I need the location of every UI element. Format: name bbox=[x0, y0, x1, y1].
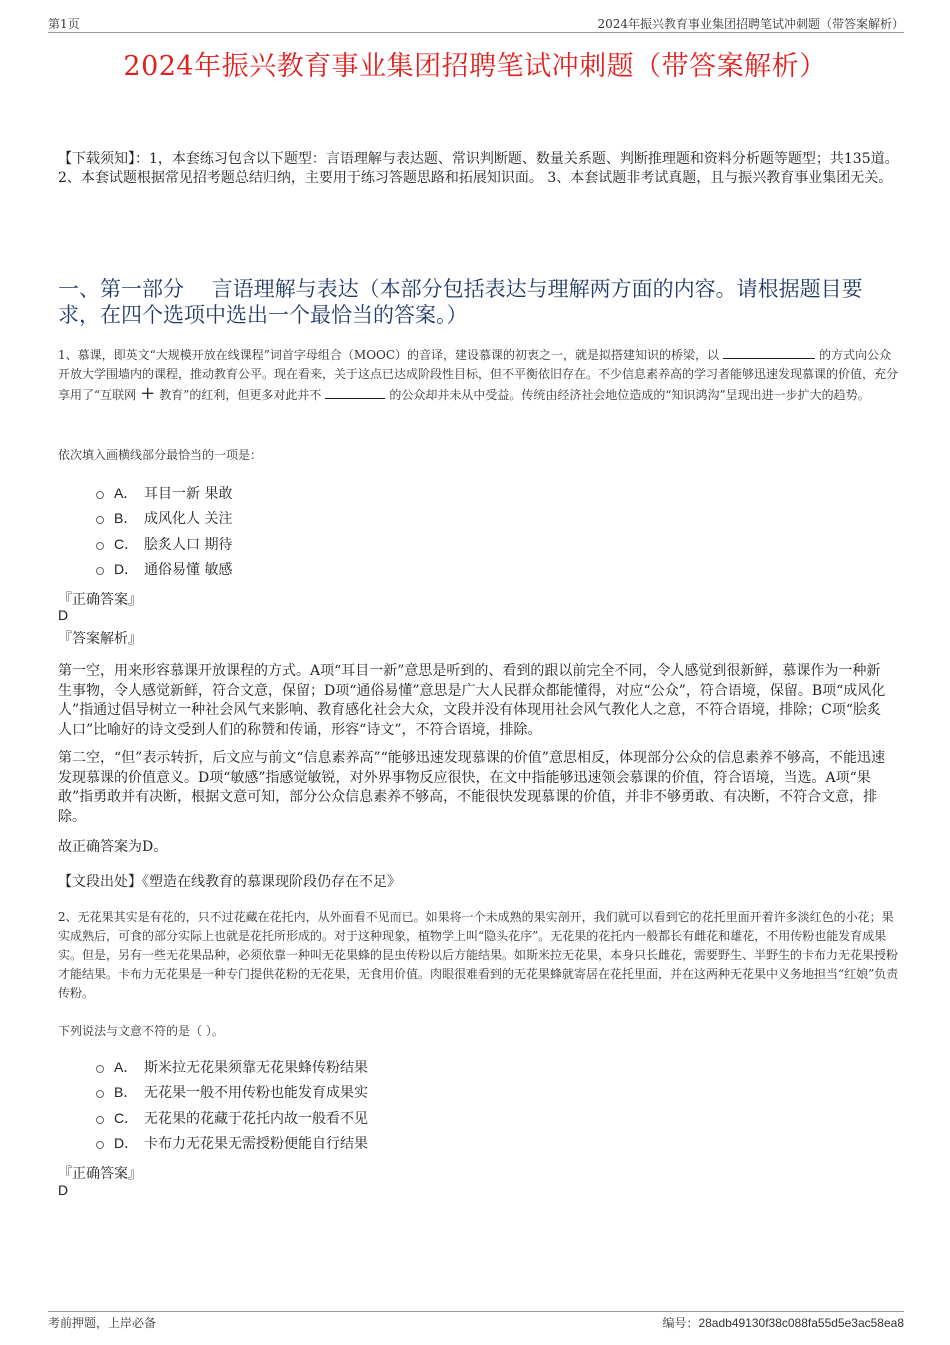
analysis-paragraph-1: 第一空，用来形容慕课开放课程的方式。A项“耳目一新”意思是听到的、看到的跟以前完全不同，令人感觉到很新鲜，慕课作为一种新生事物，令人感觉新鲜，符合文意，保留；D项“通俗易懂”意思是广大人民群众都能懂得，对应“公众”，符合语境，保留。B项“成风化人”指通过倡导树立一种社会风气来影响、教育感化社会大众，文段并没有体现用社会风气教化人之意，不符合语境，排除；C项“脍炙人口”比喻好的诗文受到人们的称赞和传诵，形容“诗文”，不符合语境，排除。 bbox=[58, 663, 886, 738]
option-c[interactable] bbox=[96, 531, 232, 557]
radio-button-icon[interactable] bbox=[96, 1090, 104, 1098]
option-c[interactable] bbox=[96, 1105, 368, 1131]
correct-answer-value: D bbox=[58, 1182, 69, 1198]
option-text: 卡布力无花果无需授粉便能自行结果 bbox=[144, 1136, 368, 1153]
radio-button-icon[interactable] bbox=[96, 516, 104, 524]
footer-slogan: 考前押题，上岸必备 bbox=[48, 1316, 157, 1330]
correct-answer-value: D bbox=[58, 607, 69, 623]
question-2-options bbox=[96, 1054, 368, 1156]
q1-text-b: 的方式向公众开放大学围墙内的课程，推动教育公平。现在看来，关于这点已达成阶段性目标，但不平衡依旧存在。不少信息素养高的学习者能够迅速发现慕课的价值，充分享用了“互联网 bbox=[58, 348, 899, 402]
radio-button-icon[interactable] bbox=[96, 1065, 104, 1073]
radio-button-icon[interactable] bbox=[96, 567, 104, 575]
option-letter: A． bbox=[114, 1058, 138, 1075]
radio-button-icon[interactable] bbox=[96, 1141, 104, 1149]
code-label: 编号： bbox=[662, 1316, 699, 1330]
code-value: 28adb49130f38c088fa55d5e3ac58ea8 bbox=[698, 1316, 904, 1330]
fill-blank-2 bbox=[325, 388, 385, 399]
question-1-prompt: 依次填入画横线部分最恰当的一项是： bbox=[58, 448, 263, 462]
radio-button-icon[interactable] bbox=[96, 491, 104, 499]
option-text: 耳目一新 果敢 bbox=[144, 485, 233, 502]
fill-blank-1 bbox=[723, 348, 815, 359]
option-letter: B． bbox=[114, 510, 138, 527]
option-a[interactable] bbox=[96, 1054, 368, 1080]
download-notice: 【下载须知】：1，本套练习包含以下题型：言语理解与表达题、常识判断题、数量关系题、判断推理题和资料分析题等题型；共135道。 2、本套试题根据常见招考题总结归纳，主要用于练习答题思路和拓展知识面。 3、本套试题非考试真题，且与振兴教育事业集团无关。 bbox=[58, 151, 899, 186]
header-doc-title: 2024年振兴教育事业集团招聘笔试冲刺题（带答案解析） bbox=[597, 17, 904, 31]
correct-answer-label: 『正确答案』 bbox=[58, 592, 142, 608]
page-footer bbox=[48, 1311, 904, 1332]
option-b[interactable] bbox=[96, 506, 232, 532]
question-1-options bbox=[96, 480, 232, 582]
page-header bbox=[48, 14, 904, 33]
option-d[interactable] bbox=[96, 1131, 368, 1157]
option-text: 通俗易懂 敏感 bbox=[144, 562, 233, 579]
q1-text-d: 的公众却并未从中受益。传统由经济社会地位造成的“知识鸿沟”呈现出进一步扩大的趋势。 bbox=[389, 388, 870, 402]
document-code bbox=[662, 1314, 904, 1331]
page-number: 第1页 bbox=[48, 17, 80, 31]
option-text: 斯米拉无花果须靠无花果蜂传粉结果 bbox=[144, 1059, 368, 1076]
option-text: 脍炙人口 期待 bbox=[144, 536, 233, 553]
option-text: 成风化人 关注 bbox=[144, 511, 233, 528]
option-letter: C． bbox=[114, 1109, 139, 1126]
option-letter: C． bbox=[114, 535, 139, 552]
correct-answer-label: 『正确答案』 bbox=[58, 1166, 142, 1182]
option-b[interactable] bbox=[96, 1080, 368, 1106]
question-2-text: 2、无花果其实是有花的，只不过花藏在花托内，从外面看不见而已。如果将一个未成熟的果实剖开，我们就可以看到它的花托里面开着许多淡红色的小花；果实成熟后，可食的部分实际上也就是花托所形成的。对于这种现象，植物学上叫“隐头花序”。无花果的花托内一般都长有雌花和雄花，不用传粉也能发育成果实。但是，另有一些无花果品种，必须依靠一种叫无花果蜂的昆虫传粉以后方能结果。如斯米拉无花果，本身只长雌花，需要野生、半野生的卡布力无花果授粉才能结果。卡布力无花果是一种专门提供花粉的无花果，无食用价值。肉眼很难看到的无花果蜂就寄居在花托里面，并在这两种无花果中义务地担当“红娘”负责传粉。 bbox=[58, 910, 899, 1000]
analysis-label: 『答案解析』 bbox=[58, 631, 142, 647]
analysis-paragraph-2: 第二空，“但”表示转折，后文应与前文“信息素养高”“能够迅速发现慕课的价值”意思相反，体现部分公众的信息素养不够高，不能迅速发现慕课的价值意义。D项“敏感”指感觉敏锐，对外界事物反应很快，在文中指能够迅速领会慕课的价值，符合语境，当选。A项“果敢”指勇敢并有决断，根据文意可知，部分公众信息素养不够高，不能很快发现慕课的价值，并非不够勇敢、有决断，不符合文意，排除。 bbox=[58, 750, 885, 825]
option-letter: D． bbox=[114, 1135, 139, 1152]
q1-text-c: 教育”的红利，但更多对此并不 bbox=[159, 388, 322, 402]
question-2-prompt: 下列说法与文意不符的是（ ）。 bbox=[58, 1024, 224, 1038]
part-heading: 一、第一部分 言语理解与表达（本部分包括表达与理解两方面的内容。请根据题目要求，在四个选项中选出一个最恰当的答案。） bbox=[58, 277, 863, 327]
option-a[interactable] bbox=[96, 480, 232, 506]
option-letter: B． bbox=[114, 1084, 138, 1101]
plus-sign: + bbox=[140, 383, 156, 404]
option-text: 无花果的花藏于花托内故一般看不见 bbox=[144, 1110, 368, 1127]
option-text: 无花果一般不用传粉也能发育成果实 bbox=[144, 1085, 368, 1102]
radio-button-icon[interactable] bbox=[96, 1116, 104, 1124]
option-letter: A． bbox=[114, 484, 138, 501]
option-letter: D． bbox=[114, 561, 139, 578]
q1-text-a: 1、慕课，即英文“大规模开放在线课程”词首字母组合（MOOC）的音译，建设慕课的初衷之一，就是拟搭建知识的桥梁，以 bbox=[58, 348, 720, 362]
radio-button-icon[interactable] bbox=[96, 542, 104, 550]
source-citation: 【文段出处】《塑造在线教育的慕课现阶段仍存在不足》 bbox=[58, 874, 401, 890]
option-d[interactable] bbox=[96, 557, 232, 583]
question-1-text bbox=[58, 346, 900, 405]
document-title: 2024年振兴教育事业集团招聘笔试冲刺题（带答案解析） bbox=[123, 51, 827, 82]
analysis-conclusion: 故正确答案为D。 bbox=[58, 839, 168, 855]
